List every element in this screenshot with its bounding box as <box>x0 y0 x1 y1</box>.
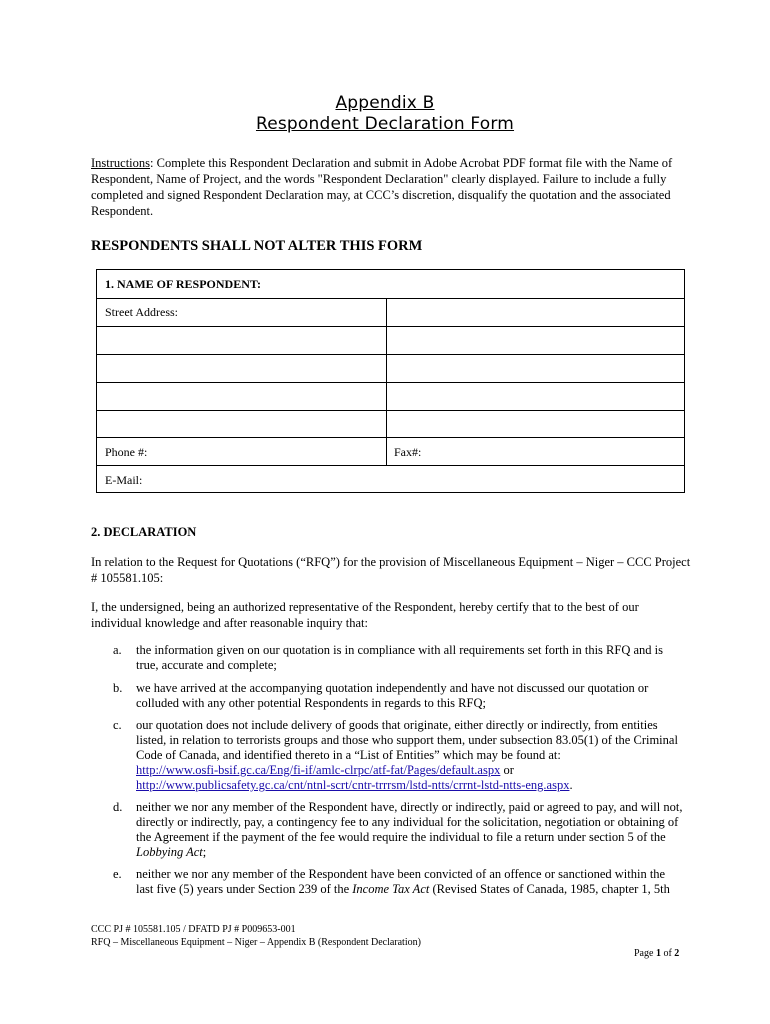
form-row-divider <box>97 410 684 411</box>
declaration-item-c <box>113 718 683 793</box>
lobbying-act-title: Lobbying Act <box>136 845 203 859</box>
declaration-item-d <box>113 800 683 860</box>
item-end: (Revised States of Canada, 1985, chapter 1, 5th <box>429 882 670 896</box>
item-end: ; <box>202 845 207 859</box>
item-text: neither we nor any member of the Respondent have been convicted of an offence or sanctioned within the last five (5) years under Section 239 of the <box>136 867 666 896</box>
publicsafety-list-link[interactable]: http://www.publicsafety.gc.ca/cnt/ntnl-scrt/cntr-trrrsm/lstd-ntts/crrnt-lstd-ntts-eng.aspx <box>136 778 570 792</box>
form-row-divider <box>97 382 684 383</box>
certify-paragraph: I, the undersigned, being an authorized representative of the Respondent, hereby certify that to the best of our individual knowledge and after reasonable inquiry that: <box>91 600 639 630</box>
item-letter: d. <box>113 800 123 814</box>
declaration-item-e <box>113 867 683 897</box>
form-row-divider <box>97 326 684 327</box>
page-prefix: Page <box>634 948 656 959</box>
form-row-divider <box>97 354 684 355</box>
fax-label: Fax#: <box>394 445 422 459</box>
item-body <box>136 867 683 897</box>
page-of: of <box>660 948 675 959</box>
respondent-name-label: 1. NAME OF RESPONDENT: <box>105 277 261 291</box>
form-row-divider <box>97 437 684 438</box>
form-warning: RESPONDENTS SHALL NOT ALTER THIS FORM <box>91 238 423 254</box>
item-end: . <box>569 778 573 792</box>
page-total: 2 <box>674 948 680 959</box>
item-text: the information given on our quotation is in compliance with all requirements set forth in this RFQ and is true, accurate and complete; <box>136 643 663 672</box>
phone-label: Phone #: <box>105 445 148 459</box>
respondent-form-table <box>96 269 685 493</box>
osfi-list-link[interactable]: http://www.osfi-bsif.gc.ca/Eng/fi-if/amlc-clrpc/atf-fat/Pages/default.aspx <box>136 763 501 777</box>
instructions-text: : Complete this Respondent Declaration and submit in Adobe Acrobat PDF format file with the Name of Respondent, Name of Project, and the words "Respondent Declaration" clearly displayed. Failure to include a fully completed and signed Respondent Declaration may, at CCC’s discretion, disqualify the quotation and the associated Respondent. <box>91 156 673 218</box>
item-text: we have arrived at the accompanying quotation independently and have not discussed our quotation or colluded with any other potential Respondents in regards to this RFQ; <box>136 681 649 710</box>
page-current: 1 <box>655 948 661 959</box>
email-label: E-Mail: <box>105 473 143 487</box>
footer-project-numbers: CCC PJ # 105581.105 / DFATD PJ # P009653-001 <box>91 924 296 935</box>
form-row-divider <box>97 465 684 466</box>
declaration-heading: 2. DECLARATION <box>91 525 197 539</box>
item-letter: b. <box>113 681 123 695</box>
declaration-item-a <box>113 643 683 673</box>
street-address-label: Street Address: <box>105 305 178 319</box>
item-letter: c. <box>113 718 122 732</box>
item-body <box>136 800 683 860</box>
rfq-paragraph: In relation to the Request for Quotations (“RFQ”) for the provision of Miscellaneous Equipment – Niger – CCC Project # 105581.105: <box>91 555 691 585</box>
item-letter: a. <box>113 643 122 657</box>
item-letter: e. <box>113 867 122 881</box>
form-column-divider <box>386 299 387 465</box>
item-text: our quotation does not include delivery of goods that originate, either directly or indirectly, from entities listed, in relation to terrorists groups and those who support them, under subsection 83.05(1) of the Criminal Code of Canada, and identified thereto in a “List of Entities” which may be found at: <box>136 718 678 762</box>
instructions-paragraph <box>91 155 691 219</box>
item-body <box>136 718 683 793</box>
income-tax-act-title: Income Tax Act <box>352 882 430 896</box>
page-number <box>634 948 679 959</box>
form-row-divider <box>97 298 684 299</box>
item-text: neither we nor any member of the Respondent have, directly or indirectly, paid or agreed to pay, and will not, directly or indirectly, pay, a contingency fee to any individual for the solicitation, negotiation or obtaining of the Agreement if the payment of the fee would require the individual to file a return under section 5 of the <box>136 800 683 844</box>
footer-rfq-title: RFQ – Miscellaneous Equipment – Niger – Appendix B (Respondent Declaration) <box>91 937 421 948</box>
page-title: Appendix B <box>335 93 435 113</box>
declaration-item-b <box>113 681 683 711</box>
instructions-label: Instructions <box>91 156 151 170</box>
or-text: or <box>500 763 514 777</box>
page-subtitle: Respondent Declaration Form <box>255 114 515 134</box>
